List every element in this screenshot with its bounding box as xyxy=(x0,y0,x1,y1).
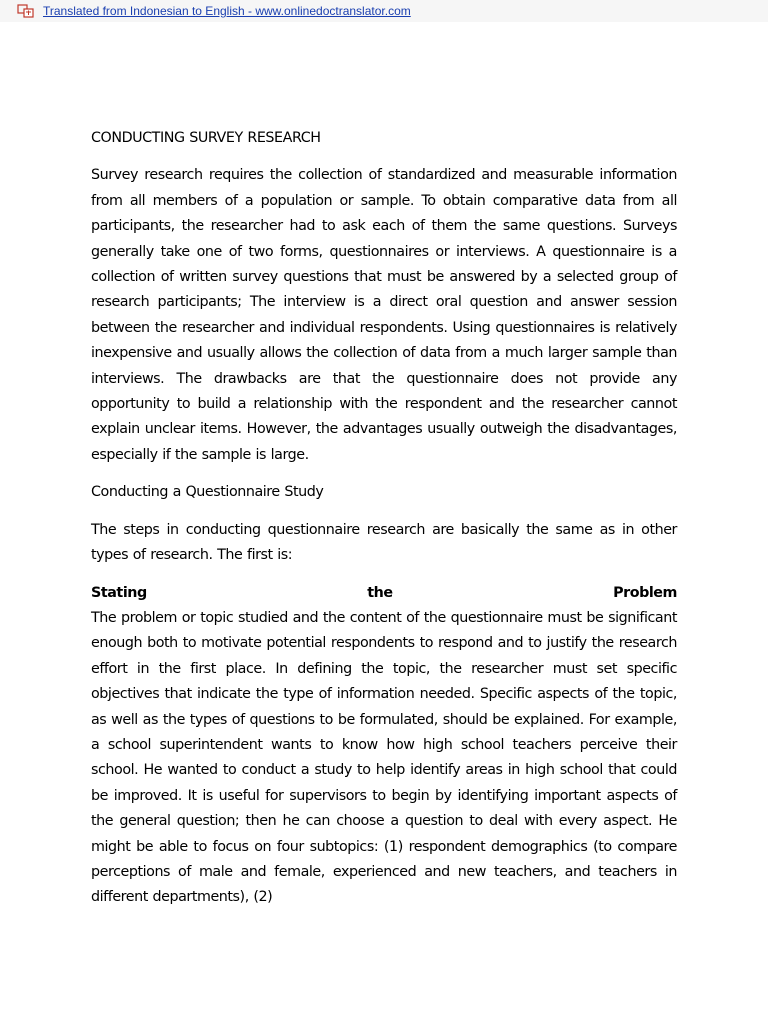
translator-link[interactable]: Translated from Indonesian to English - www.onlinedoctranslator.com xyxy=(43,4,411,18)
document-title: CONDUCTING SURVEY RESEARCH xyxy=(91,130,321,146)
section-heading-stating-problem: Stating the Problem xyxy=(91,584,677,601)
subheading-questionnaire-study: Conducting a Questionnaire Study xyxy=(91,484,324,501)
paragraph-problem: The problem or topic studied and the content of the questionnaire must be significant enough both to motivate potential respondents to respond and to justify the research effort in the first place. In defining the topic, the researcher must set specific objectives that indicate the type of information needed. Specific aspects of the topic, as well as the types of questions to be formulated, should be explained. For example, a school superintendent wants to know how high school teachers perceive their school. He wanted to conduct a study to help identify areas in high school that could be improved. It is useful for supervisors to begin by identifying important aspects of the general question; then he can choose a question to deal with every aspect. He might be able to focus on four subtopics: (1) respondent demographics (to compare perceptions of male and female, experienced and new teachers, and teachers in different departments), (2) xyxy=(91,609,677,906)
translation-banner xyxy=(0,0,768,22)
paragraph-survey-research: Survey research requires the collection of standardized and measurable information from all members of a population or sample. To obtain comparative data from all participants, the researcher had to ask each of them the same questions. Surveys generally take one of two forms, questionnaires or interviews. A questionnaire is a collection of written survey questions that must be answered by a selected group of research participants; The interview is a direct oral question and answer session between the researcher and individual respondents. Using questionnaires is relatively inexpensive and usually allows the collection of data from a much larger sample than interviews. The drawbacks are that the questionnaire does not provide any opportunity to build a relationship with the respondent and the researcher cannot explain unclear items. However, the advantages usually outweigh the disadvantages, especially if the sample is large. xyxy=(91,167,677,463)
document-body xyxy=(91,126,677,911)
paragraph-steps: The steps in conducting questionnaire research are basically the same as in other types of research. The first is: xyxy=(91,521,677,564)
translator-logo-icon xyxy=(17,4,35,18)
